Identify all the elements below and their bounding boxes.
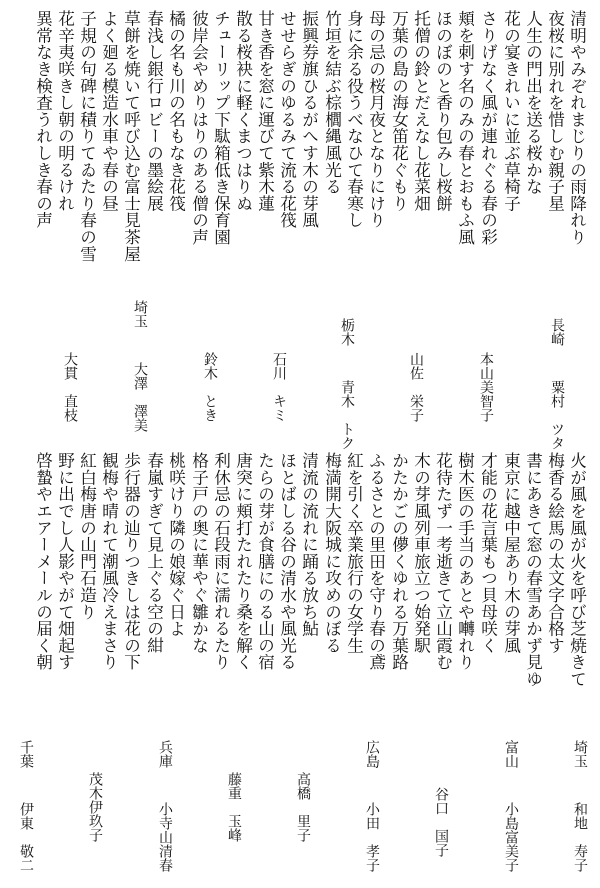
haiku-line: ほのぼのと香り包みし桜餅: [433, 10, 453, 212]
haiku-line: 人生の門出を送る桜かな: [523, 10, 543, 195]
haiku-line: 清明やみぞれまじりの雨降れり: [567, 10, 587, 246]
haiku-line: 万葉の島の海女笛花ぐもり: [389, 10, 409, 212]
haiku-line: 花の宴きれいに並ぶ草椅子: [501, 10, 521, 212]
haiku-line: チューリップ下駄箱低き保育園: [211, 10, 231, 246]
author-prefecture: 栃木: [339, 318, 355, 346]
author-name: 藤重 玉峰: [226, 772, 242, 842]
author-credit: [504, 740, 518, 872]
author-name: 粟村 ツタ: [549, 380, 565, 450]
author-credit: [203, 352, 217, 422]
haiku-line: 紅白梅唐の山門石造り: [77, 452, 97, 620]
author-credit: [409, 352, 423, 422]
haiku-line: 梅満開大阪城に攻めのぼる: [322, 452, 342, 654]
haiku-line: ふるさとの里田を守り春の鳶: [366, 452, 386, 671]
author-name: 高橋 里子: [295, 772, 311, 842]
haiku-line: 梅香る絵馬の太文字合格す: [545, 452, 565, 654]
haiku-line: 散る桜袂に軽くまつはりぬ: [233, 10, 253, 212]
author-prefecture: 埼玉: [132, 300, 148, 328]
author-credit: [296, 772, 310, 842]
author-prefecture: 長崎: [549, 318, 565, 346]
haiku-line: ほとばしる谷の清水や風光る: [277, 452, 297, 671]
author-credit: [158, 740, 172, 872]
author-name: 小寺山清春: [157, 802, 173, 872]
author-credit: [550, 318, 564, 450]
haiku-line: 彼岸会やめりはりのある僧の声: [189, 10, 209, 246]
haiku-line: 夜桜に別れを惜しむ親子星: [545, 10, 565, 212]
haiku-line: 異常なき検査うれしき春の声: [33, 10, 53, 229]
author-prefecture: 広島: [364, 740, 380, 768]
haiku-line: たらの芽が食膳にのる山の宿: [255, 452, 275, 671]
haiku-line: 托僧の鈴とだえなし花菜畑: [411, 10, 431, 212]
haiku-line: 花待たず一考逝きて立山霞む: [433, 452, 453, 671]
author-name: 茂木伊玖子: [87, 772, 103, 842]
author-name: 石川 キミ: [271, 352, 287, 422]
haiku-line: 竹垣を結ぶ棕櫚縄風光る: [322, 10, 342, 195]
author-credit: [365, 740, 379, 872]
author-prefecture: 兵庫: [157, 740, 173, 768]
haiku-line: 橘の名も川の名もなき花筏: [166, 10, 186, 212]
haiku-line: 草餅を焼いて呼び込む富士見茶屋: [121, 10, 141, 262]
haiku-line: 観梅や晴れて潮風冷えまさり: [99, 452, 119, 671]
haiku-line: 紅を引く卒業旅行の女学生: [344, 452, 364, 654]
author-credit: [133, 300, 147, 432]
author-name: 鈴木 とき: [202, 352, 218, 422]
author-name: 大貫 直枝: [62, 352, 78, 422]
haiku-line: 花辛夷咲きし朝の明るけれ: [55, 10, 75, 212]
haiku-line: 才能の花言葉もつ貝母咲く: [478, 452, 498, 654]
author-credit: [272, 352, 286, 422]
author-name: 小島富美子: [503, 802, 519, 872]
haiku-line: 野に出でし人影やがて畑起す: [55, 452, 75, 671]
author-prefecture: 千葉: [18, 740, 34, 768]
author-credit: [340, 318, 354, 450]
haiku-line: 振興券旗ひるがへす木の芽風: [299, 10, 319, 229]
haiku-line: 火が風を風が火を呼び芝焼きて: [567, 452, 587, 688]
author-credit: [227, 772, 241, 842]
haiku-line: 桃咲けり隣の娘嫁ぐ日よ: [166, 452, 186, 637]
haiku-line: 木の芽風列車旅立つ始発駅: [411, 452, 431, 654]
author-name: 青木 トク: [339, 380, 355, 450]
haiku-line: 身に余る役うべなひて春寒し: [344, 10, 364, 229]
haiku-line: 春嵐すぎて見上ぐる空の紺: [144, 452, 164, 654]
author-name: 小田 孝子: [364, 802, 380, 872]
author-name: 谷口 国子: [433, 787, 449, 857]
haiku-line: 頬を刺す名のみの春とおもふ風: [455, 10, 475, 246]
author-credit: [479, 352, 493, 422]
haiku-line: 格子戸の奥に華やぐ雛かな: [189, 452, 209, 654]
author-credit: [434, 787, 448, 857]
haiku-line: 清流の流れに踊る放ち鮎: [299, 452, 319, 637]
haiku-line: 利休忌の石段雨に濡れるたり: [211, 452, 231, 671]
haiku-line: 甘き香を窓に運びて紫木蓮: [255, 10, 275, 212]
author-name: 和地 寿子: [572, 802, 588, 872]
haiku-line: 母の忌の桜月夜となりにけり: [366, 10, 386, 229]
author-credit: [19, 740, 33, 872]
haiku-line: さりげなく風が連れぐる春の彩: [478, 10, 498, 246]
haiku-line: せせらぎのゆるみて流る花筏: [277, 10, 297, 229]
author-credit: [63, 352, 77, 422]
haiku-line: 書にあきて窓の春雪あかず見ゆ: [523, 452, 543, 688]
haiku-line: 子規の句碑に積りてゐたり春の雪: [77, 10, 97, 262]
haiku-line: 樹木医の手当のあとや囀れり: [455, 452, 475, 671]
haiku-line: 歩行器の辿りつきしは花の下: [121, 452, 141, 671]
author-name: 本山美智子: [478, 352, 494, 422]
author-prefecture: 埼玉: [572, 740, 588, 768]
haiku-line: かたかごの儚くゆれる万葉路: [389, 452, 409, 671]
haiku-line: 東京に越中屋あり木の芽風: [501, 452, 521, 654]
haiku-line: よく廻る模造水車や春の昼: [99, 10, 119, 212]
author-credit: [88, 772, 102, 842]
author-prefecture: 富山: [503, 740, 519, 768]
author-credit: [573, 740, 587, 872]
haiku-line: 春浅し銀行ロビーの墨絵展: [144, 10, 164, 212]
haiku-line: 啓蟄やエアーメールの届く朝: [33, 452, 53, 671]
author-name: 山佐 栄子: [408, 352, 424, 422]
haiku-line: 唐突に頬打たれたり桑を解く: [233, 452, 253, 671]
author-name: 伊東 敬二: [18, 802, 34, 872]
author-name: 大澤 澤美: [132, 362, 148, 432]
